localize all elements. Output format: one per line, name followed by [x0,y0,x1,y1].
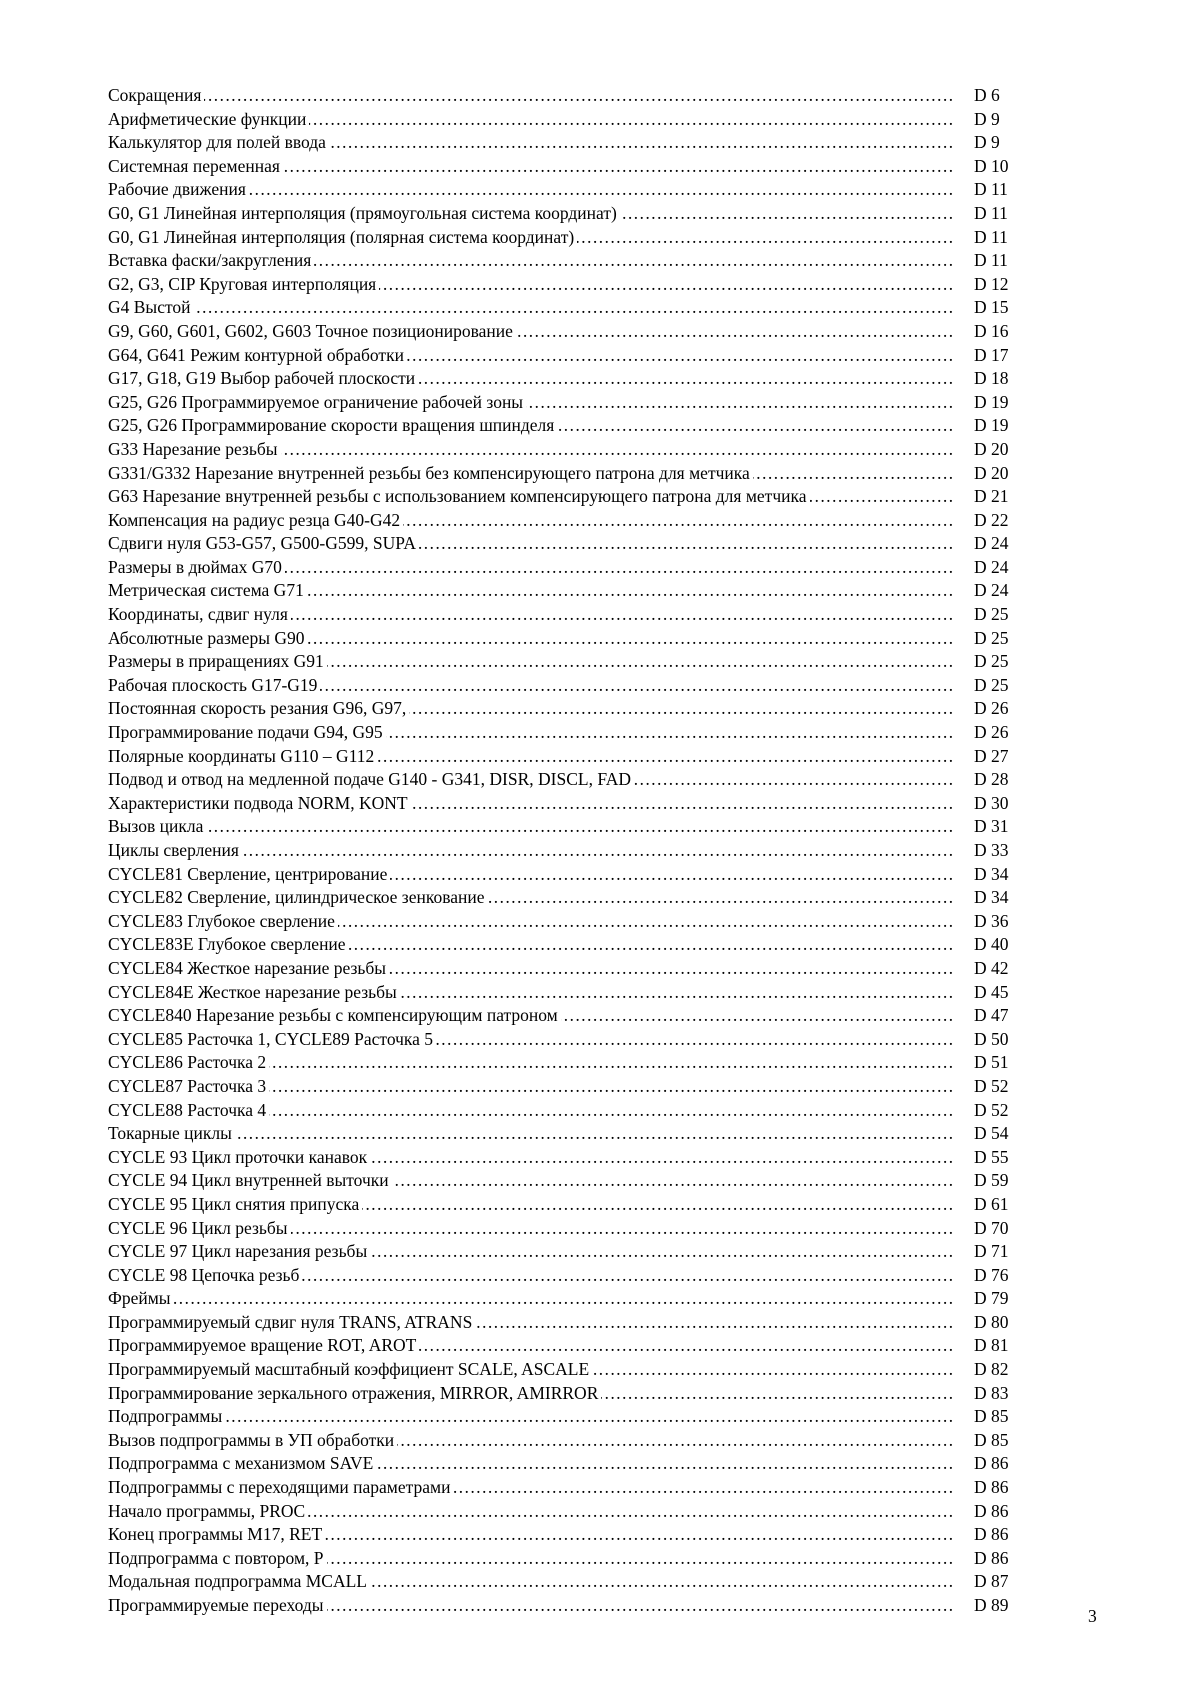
toc-entry[interactable] [108,627,1028,651]
toc-entry[interactable] [108,603,1028,627]
toc-entry-title: CYCLE85 Расточка 1, CYCLE89 Расточка 5 …………………………………………………………………………………………………………………………………………………………………… [108,1028,953,1052]
toc-entry-page: D 20 [974,438,1009,459]
toc-entry-page: D 22 [974,509,1009,530]
toc-entry-title: CYCLE840 Нарезание резьбы с компенсирующим патроном …………………………………………………………………………………………………………………………………………………………………… [108,1004,953,1028]
toc-entry-title: Программируемый масштабный коэффициент SCALE, ASCALE …………………………………………………………………………………………………………………………………………………………………… [108,1358,953,1382]
toc-entry-title: Программирование зеркального отражения, MIRROR, AMIRROR …………………………………………………………………………………………………………………………………………………………………… [108,1382,953,1406]
toc-entry[interactable] [108,344,1028,368]
toc-entry[interactable] [108,1382,1028,1406]
toc-entry-page: D 26 [974,722,1009,743]
toc-entry-page: D 71 [974,1241,1009,1262]
toc-entry[interactable] [108,1334,1028,1358]
toc-entry[interactable] [108,226,1028,250]
toc-entry[interactable] [108,414,1028,438]
toc-entry-title: G25, G26 Программирование скорости вращения шпинделя …………………………………………………………………………………………………………………………………………………………………… [108,414,953,438]
toc-entry-title: G63 Нарезание внутренней резьбы с использованием компенсирующего патрона для метчика …………………………………………………………………………………………………………………………………………………………………… [108,485,953,509]
toc-entry[interactable] [108,1028,1028,1052]
toc-entry-title: G0, G1 Линейная интерполяция (прямоугольная система координат) …………………………………………………………………………………………………………………………………………………………………… [108,202,953,226]
toc-entry[interactable] [108,249,1028,273]
toc-entry[interactable] [108,178,1028,202]
toc-entry-page: D 86 [974,1500,1009,1521]
toc-entry[interactable] [108,462,1028,486]
toc-entry-page: D 59 [974,1170,1009,1191]
toc-entry-title: Размеры в приращениях G91 …………………………………………………………………………………………………………………………………………………………………… [108,650,953,674]
toc-entry[interactable] [108,1193,1028,1217]
toc-entry-title: Рабочая плоскость G17-G19 …………………………………………………………………………………………………………………………………………………………………… [108,674,953,698]
toc-entry[interactable] [108,485,1028,509]
toc-entry[interactable] [108,509,1028,533]
toc-entry[interactable] [108,1004,1028,1028]
toc-entry-page: D 80 [974,1311,1009,1332]
toc-entry-title: Токарные циклы …………………………………………………………………………………………………………………………………………………………………… [108,1122,953,1146]
toc-entry-page: D 87 [974,1571,1009,1592]
toc-entry-page: D 52 [974,1099,1009,1120]
toc-entry-page: D 25 [974,604,1009,625]
toc-entry[interactable] [108,1264,1028,1288]
toc-entry-title: Программируемое вращение ROT, AROT …………………………………………………………………………………………………………………………………………………………………… [108,1334,953,1358]
toc-entry-title: G33 Нарезание резьбы …………………………………………………………………………………………………………………………………………………………………… [108,438,953,462]
toc-entry[interactable] [108,1099,1028,1123]
toc-entry-title: Конец программы M17, RET …………………………………………………………………………………………………………………………………………………………………… [108,1523,953,1547]
toc-entry-title: CYCLE81 Сверление, центрирование …………………………………………………………………………………………………………………………………………………………………… [108,863,953,887]
toc-entry-page: D 50 [974,1028,1009,1049]
toc-entry[interactable] [108,1500,1028,1524]
toc-entry[interactable] [108,886,1028,910]
toc-entry[interactable] [108,1169,1028,1193]
toc-entry[interactable] [108,1075,1028,1099]
toc-entry[interactable] [108,320,1028,344]
toc-entry[interactable] [108,556,1028,580]
toc-entry-page: D 54 [974,1123,1009,1144]
toc-entry-page: D 76 [974,1264,1009,1285]
toc-entry-page: D 86 [974,1524,1009,1545]
toc-entry-page: D 34 [974,863,1009,884]
toc-entry[interactable] [108,391,1028,415]
toc-entry-page: D 19 [974,391,1009,412]
toc-entry-page: D 81 [974,1335,1009,1356]
toc-entry-page: D 85 [974,1406,1009,1427]
toc-entry[interactable] [108,981,1028,1005]
toc-entry-title: Калькулятор для полей ввода …………………………………………………………………………………………………………………………………………………………………… [108,131,953,155]
toc-entry-title: CYCLE 96 Цикл резьбы …………………………………………………………………………………………………………………………………………………………………… [108,1217,953,1241]
toc-entry-title: CYCLE 97 Цикл нарезания резьбы …………………………………………………………………………………………………………………………………………………………………… [108,1240,953,1264]
toc-entry-title: CYCLE83E Глубокое сверление …………………………………………………………………………………………………………………………………………………………………… [108,933,953,957]
toc-entry-page: D 11 [974,250,1008,271]
toc-entry-title: CYCLE86 Расточка 2 …………………………………………………………………………………………………………………………………………………………………… [108,1051,953,1075]
toc-entry-title: CYCLE 93 Цикл проточки канавок …………………………………………………………………………………………………………………………………………………………………… [108,1146,953,1170]
toc-entry-page: D 70 [974,1217,1009,1238]
toc-entry-title: Вызов цикла …………………………………………………………………………………………………………………………………………………………………… [108,815,953,839]
toc-entry-title: Системная переменная …………………………………………………………………………………………………………………………………………………………………… [108,155,953,179]
toc-entry-title: CYCLE88 Расточка 4 …………………………………………………………………………………………………………………………………………………………………… [108,1099,953,1123]
toc-entry-title: Программирование подачи G94, G95 …………………………………………………………………………………………………………………………………………………………………… [108,721,953,745]
toc-entry-page: D 6 [974,85,1000,105]
page-number: 3 [1088,1606,1097,1626]
toc-entry-page: D 25 [974,674,1009,695]
toc-entry-title: Подвод и отвод на медленной подаче G140 - G341, DISR, DISCL, FAD …………………………………………………………………………………………………………………………………………………………………… [108,768,953,792]
toc-entry[interactable] [108,1476,1028,1500]
toc-entry[interactable] [108,131,1028,155]
toc-entry[interactable] [108,438,1028,462]
toc-entry[interactable] [108,1429,1028,1453]
toc-entry[interactable] [108,839,1028,863]
toc-entry-title: Полярные координаты G110 – G112 …………………………………………………………………………………………………………………………………………………………………… [108,745,953,769]
toc-entry[interactable] [108,1358,1028,1382]
toc-entry[interactable] [108,532,1028,556]
toc-entry[interactable] [108,957,1028,981]
toc-entry-page: D 24 [974,556,1009,577]
toc-entry-page: D 17 [974,344,1009,365]
toc-entry-title: G331/G332 Нарезание внутренней резьбы без компенсирующего патрона для метчика …………………………………………………………………………………………………………………………………………………………………… [108,462,953,486]
toc-entry[interactable] [108,1311,1028,1335]
toc-entry[interactable] [108,792,1028,816]
toc-entry[interactable] [108,296,1028,320]
toc-entry-page: D 26 [974,698,1009,719]
toc-entry-title: Сдвиги нуля G53-G57, G500-G599, SUPA …………………………………………………………………………………………………………………………………………………………………… [108,532,953,556]
toc-entry-title: CYCLE84E Жесткое нарезание резьбы …………………………………………………………………………………………………………………………………………………………………… [108,981,953,1005]
toc-entry-title: Вызов подпрограммы в УП обработки …………………………………………………………………………………………………………………………………………………………………… [108,1429,953,1453]
toc-entry-page: D 45 [974,981,1009,1002]
toc-entry[interactable] [108,1405,1028,1429]
toc-entry[interactable] [108,768,1028,792]
toc-entry-page: D 79 [974,1288,1009,1309]
toc-entry[interactable] [108,1523,1028,1547]
toc-entry-page: D 83 [974,1382,1009,1403]
toc-entry-page: D 30 [974,792,1009,813]
toc-entry[interactable] [108,721,1028,745]
toc-entry-title: Сокращения …………………………………………………………………………………………………………………………………………………………………… [108,84,953,108]
toc-entry-page: D 85 [974,1429,1009,1450]
toc-entry-title: Начало программы, PROC …………………………………………………………………………………………………………………………………………………………………… [108,1500,953,1524]
toc-entry-title: CYCLE 95 Цикл снятия припуска …………………………………………………………………………………………………………………………………………………………………… [108,1193,953,1217]
toc-entry-page: D 25 [974,651,1009,672]
toc-entry-page: D 11 [974,202,1008,223]
toc-entry[interactable] [108,815,1028,839]
toc-entry-page: D 9 [974,132,1000,153]
toc-entry-page: D 9 [974,108,1000,129]
toc-entry[interactable] [108,863,1028,887]
toc-entry-title: Вставка фаски/закругления …………………………………………………………………………………………………………………………………………………………………… [108,249,953,273]
toc-entry-title: Фреймы …………………………………………………………………………………………………………………………………………………………………… [108,1287,953,1311]
toc-entry-title: Программируемый сдвиг нуля TRANS, ATRANS …………………………………………………………………………………………………………………………………………………………………… [108,1311,953,1335]
toc-entry-title: Абсолютные размеры G90 …………………………………………………………………………………………………………………………………………………………………… [108,627,953,651]
toc-entry[interactable] [108,1547,1028,1571]
toc-entry-page: D 86 [974,1477,1009,1498]
toc-entry-page: D 18 [974,368,1009,389]
toc-entry[interactable] [108,155,1028,179]
toc-entry[interactable] [108,108,1028,132]
toc-entry-title: Подпрограмма с механизмом SAVE …………………………………………………………………………………………………………………………………………………………………… [108,1452,953,1476]
toc-entry-title: CYCLE82 Сверление, цилиндрическое зенкование …………………………………………………………………………………………………………………………………………………………………… [108,886,953,910]
toc-entry-page: D 61 [974,1193,1009,1214]
toc-entry-title: CYCLE 94 Цикл внутренней выточки …………………………………………………………………………………………………………………………………………………………………… [108,1169,953,1193]
toc-entry-page: D 89 [974,1595,1009,1615]
toc-entry-page: D 86 [974,1547,1009,1568]
toc-entry[interactable] [108,1217,1028,1241]
toc-entry[interactable] [108,1570,1028,1594]
toc-entry-page: D 11 [974,226,1008,247]
toc-entry-page: D 40 [974,934,1009,955]
toc-entry-page: D 86 [974,1453,1009,1474]
toc-entry-page: D 55 [974,1146,1009,1167]
toc-entry-page: D 33 [974,840,1009,860]
toc-entry-page: D 20 [974,462,1009,483]
toc-entry-page: D 10 [974,155,1009,176]
toc-entry[interactable] [108,202,1028,226]
toc-entry-page: D 82 [974,1359,1009,1380]
toc-entry-title: Координаты, сдвиг нуля …………………………………………………………………………………………………………………………………………………………………… [108,603,953,627]
toc-entry[interactable] [108,1051,1028,1075]
toc-entry-page: D 24 [974,580,1009,601]
toc-entry-title: CYCLE83 Глубокое сверление …………………………………………………………………………………………………………………………………………………………………… [108,910,953,934]
toc-entry-title: Подпрограммы с переходящими параметрами …………………………………………………………………………………………………………………………………………………………………… [108,1476,953,1500]
toc-entry-title: Компенсация на радиус резца G40-G42 …………………………………………………………………………………………………………………………………………………………………… [108,509,953,533]
toc-entry-title: G0, G1 Линейная интерполяция (полярная система координат) …………………………………………………………………………………………………………………………………………………………………… [108,226,953,250]
toc-entry-title: CYCLE87 Расточка 3 …………………………………………………………………………………………………………………………………………………………………… [108,1075,953,1099]
toc-entry[interactable] [108,579,1028,603]
toc-entry-page: D 52 [974,1075,1009,1096]
toc-entry-title: Характеристики подвода NORM, KONT …………………………………………………………………………………………………………………………………………………………………… [108,792,953,816]
toc-entry-title: Циклы сверления …………………………………………………………………………………………………………………………………………………………………… [108,839,953,863]
toc-entry-title: G25, G26 Программируемое ограничение рабочей зоны …………………………………………………………………………………………………………………………………………………………………… [108,391,953,415]
toc-entry[interactable] [108,650,1028,674]
toc-entry-page: D 42 [974,957,1009,978]
toc-entry-page: D 47 [974,1005,1009,1026]
toc-entry-page: D 51 [974,1052,1009,1073]
toc-entry-title: G4 Выстой …………………………………………………………………………………………………………………………………………………………………… [108,296,953,320]
toc-entry-page: D 27 [974,745,1009,766]
toc-entry[interactable] [108,745,1028,769]
toc-entry-title: Подпрограммы …………………………………………………………………………………………………………………………………………………………………… [108,1405,953,1429]
toc-entry-title: Размеры в дюймах G70 …………………………………………………………………………………………………………………………………………………………………… [108,556,953,580]
toc-entry-page: D 36 [974,910,1009,931]
toc-entry-page: D 15 [974,297,1009,318]
toc-entry[interactable] [108,273,1028,297]
toc-entry[interactable] [108,674,1028,698]
toc-entry-title: Метрическая система G71 …………………………………………………………………………………………………………………………………………………………………… [108,579,953,603]
toc-entry-page: D 31 [974,816,1009,837]
toc-entry[interactable] [108,933,1028,957]
table-of-contents [108,84,1028,1618]
toc-entry[interactable] [108,1146,1028,1170]
toc-entry-title: Подпрограмма с повтором, P …………………………………………………………………………………………………………………………………………………………………… [108,1547,953,1571]
toc-entry-page: D 12 [974,273,1009,294]
toc-entry-title: G2, G3, CIP Круговая интерполяция …………………………………………………………………………………………………………………………………………………………………… [108,273,953,297]
toc-entry[interactable] [108,1452,1028,1476]
toc-entry[interactable] [108,84,1028,108]
toc-entry-title: CYCLE84 Жесткое нарезание резьбы …………………………………………………………………………………………………………………………………………………………………… [108,957,953,981]
toc-entry-title: CYCLE 98 Цепочка резьб …………………………………………………………………………………………………………………………………………………………………… [108,1264,953,1288]
toc-entry-page: D 24 [974,533,1009,554]
toc-entry-title: Программируемые переходы …………………………………………………………………………………………………………………………………………………………………… [108,1594,953,1618]
toc-entry-title: Рабочие движения …………………………………………………………………………………………………………………………………………………………………… [108,178,953,202]
toc-entry-title: Арифметические функции …………………………………………………………………………………………………………………………………………………………………… [108,108,953,132]
toc-entry[interactable] [108,1122,1028,1146]
toc-entry[interactable] [108,910,1028,934]
toc-entry-title: G17, G18, G19 Выбор рабочей плоскости …………………………………………………………………………………………………………………………………………………………………… [108,367,953,391]
toc-entry-page: D 21 [974,486,1009,507]
toc-entry-title: G9, G60, G601, G602, G603 Точное позиционирование …………………………………………………………………………………………………………………………………………………………………… [108,320,953,344]
toc-entry-page: D 34 [974,887,1009,908]
toc-entry-title: G64, G641 Режим контурной обработки …………………………………………………………………………………………………………………………………………………………………… [108,344,953,368]
toc-entry-page: D 28 [974,769,1009,790]
toc-entry[interactable] [108,1240,1028,1264]
toc-entry-title: Модальная подпрограмма MCALL …………………………………………………………………………………………………………………………………………………………………… [108,1570,953,1594]
toc-entry[interactable] [108,1594,1028,1618]
toc-entry-title: Постоянная скорость резания G96, G97, …………………………………………………………………………………………………………………………………………………………………… [108,697,953,721]
toc-entry-page: D 11 [974,179,1008,200]
toc-entry-page: D 19 [974,415,1009,436]
toc-entry-page: D 25 [974,627,1009,648]
toc-entry-page: D 16 [974,320,1009,341]
toc-entry[interactable] [108,367,1028,391]
toc-entry[interactable] [108,1287,1028,1311]
toc-entry[interactable] [108,697,1028,721]
